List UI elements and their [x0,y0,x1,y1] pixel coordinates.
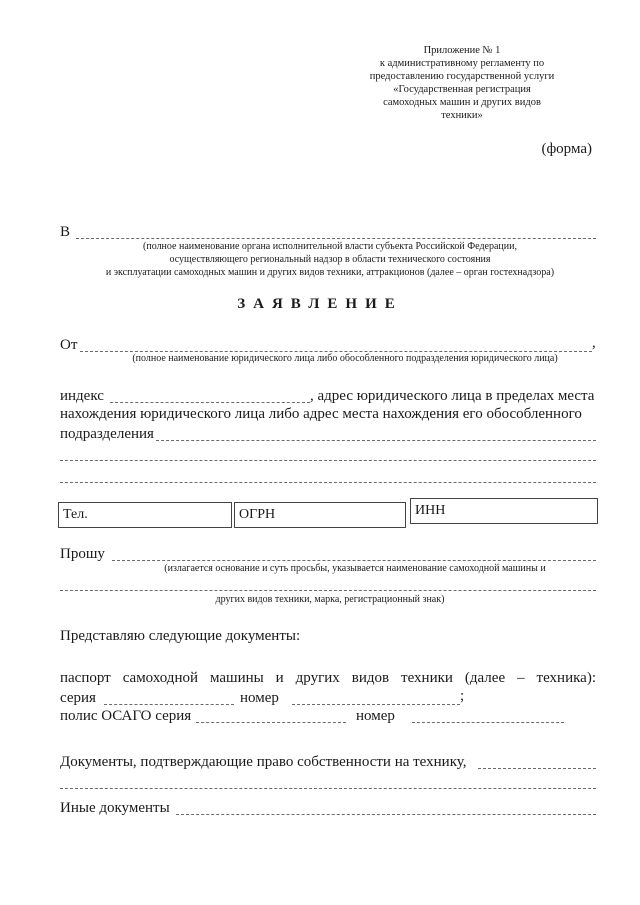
from-comma: , [592,335,596,351]
phone-box[interactable] [58,502,232,528]
appendix-line-3: предоставлению государственной услуги [369,71,555,82]
number-label: номер [240,690,279,706]
recipient-caption-3: и эксплуатации самоходных машин и других видов техники, аттракционов (далее – орган гостехнадзора) [105,267,555,278]
phone-label: Тел. [63,507,88,522]
inn-label: ИНН [415,503,446,518]
address-field-2[interactable] [60,460,596,461]
other-docs-field[interactable] [176,814,596,815]
from-prefix: От [60,337,78,353]
request-prefix: Прошу [60,546,105,562]
series-label: серия [60,690,96,706]
index-field[interactable] [110,402,310,403]
recipient-field[interactable] [76,238,596,239]
request-field-1[interactable] [112,560,596,561]
passport-line: паспорт самоходной машины и других видов техники (далее – техника): [60,670,596,686]
document-title: ЗАЯВЛЕНИЕ [237,296,403,312]
address-field-1[interactable] [156,440,596,441]
passport-series-field[interactable] [104,704,234,705]
request-field-2[interactable] [60,590,596,591]
appendix-line-4: «Государственная регистрация [393,84,531,95]
passport-number-field[interactable] [292,704,460,705]
osago-number-label: номер [356,708,395,724]
request-caption-2: других видов техники, марка, регистрационный знак) [215,594,445,605]
ownership-field-1[interactable] [478,768,596,769]
recipient-caption [60,240,600,279]
appendix-line-6: техники» [441,110,483,121]
request-caption-1: (излагается основание и суть просьбы, указывается наименование самоходной машины и [164,563,546,574]
recipient-prefix: В [60,224,71,240]
recipient-caption-2: осуществляющего региональный надзор в области технического состояния [169,254,491,265]
form-label: (форма) [541,141,592,157]
ogrn-label: ОГРН [239,507,276,522]
recipient-caption-1: (полное наименование органа исполнительной власти субъекта Российской Федерации, [143,241,517,252]
other-docs-label: Иные документы [60,800,170,816]
appendix-line-2: к административному регламенту по [379,58,545,69]
appendix-line-1: Приложение № 1 [423,45,501,56]
osago-number-field[interactable] [412,722,564,723]
series-semicolon: ; [460,688,465,704]
documents-heading: Представляю следующие документы: [60,628,301,644]
osago-series-field[interactable] [196,722,346,723]
index-label: индекс [60,388,104,404]
address-line-3: подразделения [60,426,154,442]
inn-box[interactable] [410,498,598,524]
address-field-3[interactable] [60,482,596,483]
address-line-1: , адрес юридического лица в пределах места [310,388,595,404]
appendix-header [332,44,592,122]
address-line-2: нахождения юридического лица либо адрес места нахождения его обособленного [60,406,582,422]
ogrn-box[interactable] [234,502,406,528]
from-caption: (полное наименование юридического лица либо обособленного подразделения юридического лица) [132,353,558,364]
appendix-line-5: самоходных машин и других видов [383,97,541,108]
osago-label: полис ОСАГО серия [60,708,192,724]
ownership-field-2[interactable] [60,788,596,789]
ownership-label: Документы, подтверждающие право собственности на технику, [60,754,467,770]
